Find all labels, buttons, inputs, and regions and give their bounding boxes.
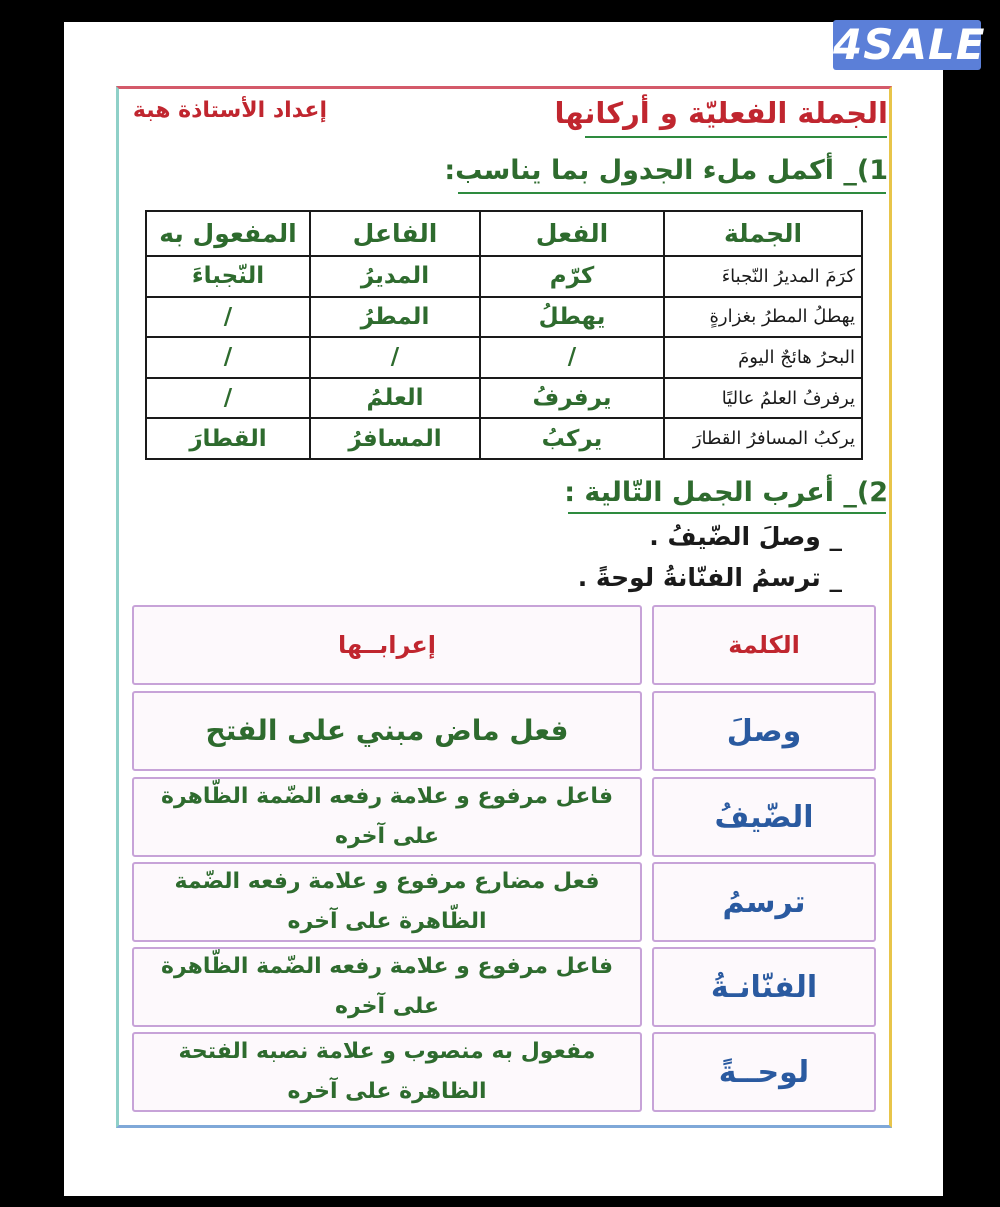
cell-subject: العلمُ	[310, 378, 480, 419]
question-2-underline	[568, 512, 886, 514]
word-box	[652, 862, 876, 942]
parse-box	[132, 777, 642, 857]
question-2-label: 2)_ أعرب الجمل التّالية :	[564, 477, 888, 508]
parse-box	[132, 1032, 642, 1112]
parse-text: فاعل مرفوع و علامة رفعه الضّمة الظّاهرة على آخره	[160, 784, 613, 849]
table-row	[146, 337, 862, 378]
word-text: الفنّانـةُ	[710, 969, 818, 1005]
sentence-1: _ وصلَ الضّيفُ .	[649, 522, 842, 551]
cell-verb: كرّم	[480, 256, 664, 297]
question-1-underline	[458, 192, 886, 194]
parse-text: فعل ماض مبني على الفتح	[205, 714, 569, 747]
table-row	[146, 256, 862, 297]
worksheet-title: الجملة الفعليّة و أركانها	[554, 96, 888, 130]
cell-object: /	[146, 378, 310, 419]
cell-object: /	[146, 337, 310, 378]
cell-subject: المديرُ	[310, 256, 480, 297]
cell-verb: يرفرفُ	[480, 378, 664, 419]
header-parse-box	[132, 605, 642, 685]
column-header-object: المفعول به	[146, 211, 310, 256]
cell-verb: /	[480, 337, 664, 378]
cell-sentence: كرَمَ المديرُ النّجباءَ	[664, 256, 862, 297]
cell-subject: /	[310, 337, 480, 378]
cell-sentence: يرفرفُ العلمُ عاليًا	[664, 378, 862, 419]
cell-sentence: يركبُ المسافرُ القطارَ	[664, 418, 862, 459]
column-header-verb: الفعل	[480, 211, 664, 256]
word-box	[652, 947, 876, 1027]
cell-object: القطارَ	[146, 418, 310, 459]
parse-text: مفعول به منصوب و علامة نصبه الفتحة الظاهرة على آخره	[178, 1039, 596, 1104]
cell-subject: المطرُ	[310, 297, 480, 338]
table-row	[146, 418, 862, 459]
parse-box	[132, 691, 642, 771]
word-box	[652, 777, 876, 857]
cell-sentence: يهطلُ المطرُ بغزارةٍ	[664, 297, 862, 338]
column-header-subject: الفاعل	[310, 211, 480, 256]
title-underline	[585, 136, 887, 138]
table-header-row	[146, 211, 862, 256]
header-word-label: الكلمة	[728, 631, 800, 659]
word-text: لوحــةً	[718, 1054, 810, 1090]
cell-sentence: البحرُ هائجٌ اليومَ	[664, 337, 862, 378]
author-credit: إعداد الأستاذة هبة	[132, 98, 327, 123]
parse-text: فعل مضارع مرفوع و علامة رفعه الضّمة الظّاهرة على آخره	[174, 869, 600, 934]
cell-object: /	[146, 297, 310, 338]
word-text: وصلَ	[726, 713, 802, 749]
table-row	[146, 378, 862, 419]
sentence-parts-table	[145, 210, 863, 460]
word-box	[652, 1032, 876, 1112]
table-row	[146, 297, 862, 338]
cell-object: النّجباءَ	[146, 256, 310, 297]
cell-verb: يهطلُ	[480, 297, 664, 338]
column-header-sentence: الجملة	[664, 211, 862, 256]
sentence-2: _ ترسمُ الفنّانةُ لوحةً .	[577, 563, 842, 592]
word-box	[652, 691, 876, 771]
parse-box	[132, 947, 642, 1027]
header-word-box	[652, 605, 876, 685]
parse-text: فاعل مرفوع و علامة رفعه الضّمة الظّاهرة على آخره	[160, 954, 613, 1019]
word-text: ترسمُ	[722, 884, 806, 920]
cell-verb: يركبُ	[480, 418, 664, 459]
word-text: الضّيفُ	[714, 799, 814, 835]
parse-box	[132, 862, 642, 942]
cell-subject: المسافرُ	[310, 418, 480, 459]
question-1-label: 1)_ أكمل ملء الجدول بما يناسب:	[444, 155, 888, 186]
header-parse-label: إعرابــها	[337, 631, 437, 659]
watermark-logo: 4SALE	[833, 20, 986, 69]
